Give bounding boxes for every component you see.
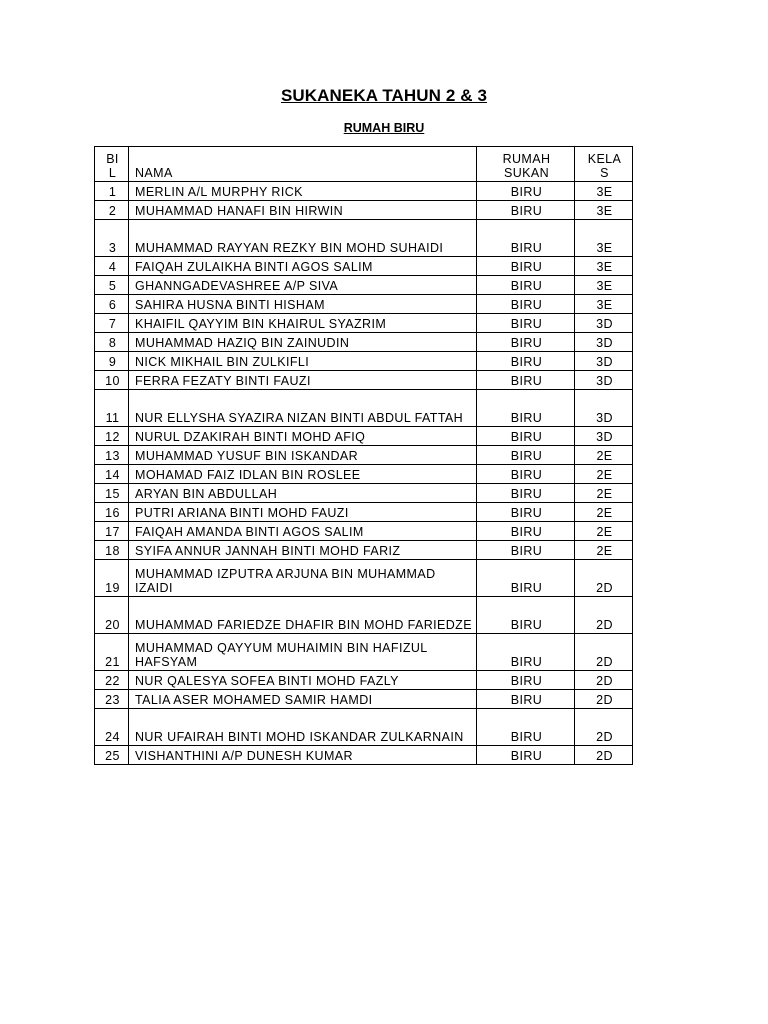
table-row (95, 465, 633, 484)
class-name: 3D (575, 314, 633, 333)
header-kelas-line1: KELA (587, 152, 622, 166)
table-row (95, 522, 633, 541)
student-name: MOHAMAD FAIZ IDLAN BIN ROSLEE (129, 465, 477, 484)
class-name: 3E (575, 276, 633, 295)
row-number: 4 (95, 257, 129, 276)
row-number: 25 (95, 746, 129, 765)
row-number: 21 (95, 634, 129, 671)
student-name: GHANNGADEVASHREE A/P SIVA (129, 276, 477, 295)
class-name: 3E (575, 220, 633, 257)
table-row (95, 746, 633, 765)
row-number: 14 (95, 465, 129, 484)
student-name: NURUL DZAKIRAH BINTI MOHD AFIQ (129, 427, 477, 446)
table-row (95, 484, 633, 503)
table-row (95, 503, 633, 522)
house-name: BIRU (477, 220, 575, 257)
house-name: BIRU (477, 560, 575, 597)
row-number: 6 (95, 295, 129, 314)
header-rumah-line2: SUKAN (503, 166, 550, 180)
student-name: MUHAMMAD YUSUF BIN ISKANDAR (129, 446, 477, 465)
table-row (95, 182, 633, 201)
student-name: MUHAMMAD HAZIQ BIN ZAINUDIN (129, 333, 477, 352)
row-number: 22 (95, 671, 129, 690)
table-row (95, 295, 633, 314)
house-name: BIRU (477, 541, 575, 560)
row-number: 7 (95, 314, 129, 333)
class-name: 2D (575, 560, 633, 597)
row-number: 18 (95, 541, 129, 560)
table-row (95, 427, 633, 446)
document-subtitle: RUMAH BIRU (343, 121, 425, 135)
class-name: 2D (575, 597, 633, 634)
row-number: 3 (95, 220, 129, 257)
header-bil-line1: BI (106, 152, 119, 166)
student-name: NICK MIKHAIL BIN ZULKIFLI (129, 352, 477, 371)
class-name: 3D (575, 371, 633, 390)
student-name: NUR ELLYSHA SYAZIRA NIZAN BINTI ABDUL FATTAH (129, 390, 477, 427)
table-row (95, 446, 633, 465)
row-number: 13 (95, 446, 129, 465)
class-name: 2E (575, 522, 633, 541)
house-name: BIRU (477, 671, 575, 690)
row-number: 24 (95, 709, 129, 746)
class-name: 3E (575, 182, 633, 201)
row-number: 19 (95, 560, 129, 597)
student-name: PUTRI ARIANA BINTI MOHD FAUZI (129, 503, 477, 522)
house-name: BIRU (477, 484, 575, 503)
house-name: BIRU (477, 690, 575, 709)
row-number: 10 (95, 371, 129, 390)
table-row (95, 276, 633, 295)
class-name: 2D (575, 746, 633, 765)
house-name: BIRU (477, 371, 575, 390)
student-name: KHAIFIL QAYYIM BIN KHAIRUL SYAZRIM (129, 314, 477, 333)
header-nama: NAMA (129, 147, 477, 182)
house-name: BIRU (477, 634, 575, 671)
class-name: 2E (575, 503, 633, 522)
student-name: SYIFA ANNUR JANNAH BINTI MOHD FARIZ (129, 541, 477, 560)
class-name: 3D (575, 427, 633, 446)
student-name: FAIQAH ZULAIKHA BINTI AGOS SALIM (129, 257, 477, 276)
house-name: BIRU (477, 390, 575, 427)
table-row (95, 371, 633, 390)
row-number: 1 (95, 182, 129, 201)
student-name: MUHAMMAD FARIEDZE DHAFIR BIN MOHD FARIEDZE (129, 597, 477, 634)
row-number: 23 (95, 690, 129, 709)
table-row (95, 333, 633, 352)
student-name: FAIQAH AMANDA BINTI AGOS SALIM (129, 522, 477, 541)
house-name: BIRU (477, 352, 575, 371)
student-name: ARYAN BIN ABDULLAH (129, 484, 477, 503)
table-row (95, 634, 633, 671)
table-row (95, 690, 633, 709)
class-name: 2E (575, 446, 633, 465)
header-bil-line2: L (108, 166, 117, 180)
header-kelas-line2: S (600, 166, 609, 180)
student-name: NUR QALESYA SOFEA BINTI MOHD FAZLY (129, 671, 477, 690)
class-name: 3E (575, 295, 633, 314)
document-title: SUKANEKA TAHUN 2 & 3 (280, 86, 488, 105)
header-kelas (575, 147, 633, 182)
class-name: 2D (575, 690, 633, 709)
house-name: BIRU (477, 746, 575, 765)
student-name: NUR UFAIRAH BINTI MOHD ISKANDAR ZULKARNAIN (129, 709, 477, 746)
header-rumah-sukan (477, 147, 575, 182)
row-number: 15 (95, 484, 129, 503)
house-name: BIRU (477, 597, 575, 634)
house-name: BIRU (477, 314, 575, 333)
student-name: MERLIN A/L MURPHY RICK (129, 182, 477, 201)
house-name: BIRU (477, 446, 575, 465)
student-name: SAHIRA HUSNA BINTI HISHAM (129, 295, 477, 314)
table-header-row (95, 147, 633, 182)
class-name: 3E (575, 201, 633, 220)
house-name: BIRU (477, 295, 575, 314)
class-name: 2E (575, 484, 633, 503)
table-row (95, 201, 633, 220)
house-name: BIRU (477, 257, 575, 276)
row-number: 2 (95, 201, 129, 220)
class-name: 2D (575, 709, 633, 746)
table-row (95, 560, 633, 597)
class-name: 3D (575, 390, 633, 427)
header-bil (95, 147, 129, 182)
class-name: 3D (575, 333, 633, 352)
house-name: BIRU (477, 465, 575, 484)
table-row (95, 314, 633, 333)
table-row (95, 541, 633, 560)
row-number: 9 (95, 352, 129, 371)
house-name: BIRU (477, 522, 575, 541)
student-name: MUHAMMAD QAYYUM MUHAIMIN BIN HAFIZUL HAFSYAM (129, 634, 477, 671)
row-number: 11 (95, 390, 129, 427)
table-row (95, 352, 633, 371)
house-name: BIRU (477, 276, 575, 295)
row-number: 12 (95, 427, 129, 446)
table-row (95, 220, 633, 257)
header-rumah-line1: RUMAH (502, 152, 551, 166)
table-row (95, 709, 633, 746)
student-name: VISHANTHINI A/P DUNESH KUMAR (129, 746, 477, 765)
table-row (95, 390, 633, 427)
row-number: 20 (95, 597, 129, 634)
table-row (95, 671, 633, 690)
class-name: 3D (575, 352, 633, 371)
row-number: 16 (95, 503, 129, 522)
student-roster-table (94, 146, 633, 765)
student-name: TALIA ASER MOHAMED SAMIR HAMDI (129, 690, 477, 709)
row-number: 17 (95, 522, 129, 541)
student-name: FERRA FEZATY BINTI FAUZI (129, 371, 477, 390)
class-name: 2E (575, 465, 633, 484)
student-name: MUHAMMAD RAYYAN REZKY BIN MOHD SUHAIDI (129, 220, 477, 257)
house-name: BIRU (477, 709, 575, 746)
house-name: BIRU (477, 182, 575, 201)
class-name: 2E (575, 541, 633, 560)
table-row (95, 597, 633, 634)
class-name: 2D (575, 634, 633, 671)
row-number: 8 (95, 333, 129, 352)
row-number: 5 (95, 276, 129, 295)
house-name: BIRU (477, 201, 575, 220)
student-name: MUHAMMAD HANAFI BIN HIRWIN (129, 201, 477, 220)
house-name: BIRU (477, 503, 575, 522)
house-name: BIRU (477, 427, 575, 446)
student-name: MUHAMMAD IZPUTRA ARJUNA BIN MUHAMMAD IZAIDI (129, 560, 477, 597)
house-name: BIRU (477, 333, 575, 352)
table-row (95, 257, 633, 276)
class-name: 3E (575, 257, 633, 276)
class-name: 2D (575, 671, 633, 690)
roster-body (95, 182, 633, 765)
